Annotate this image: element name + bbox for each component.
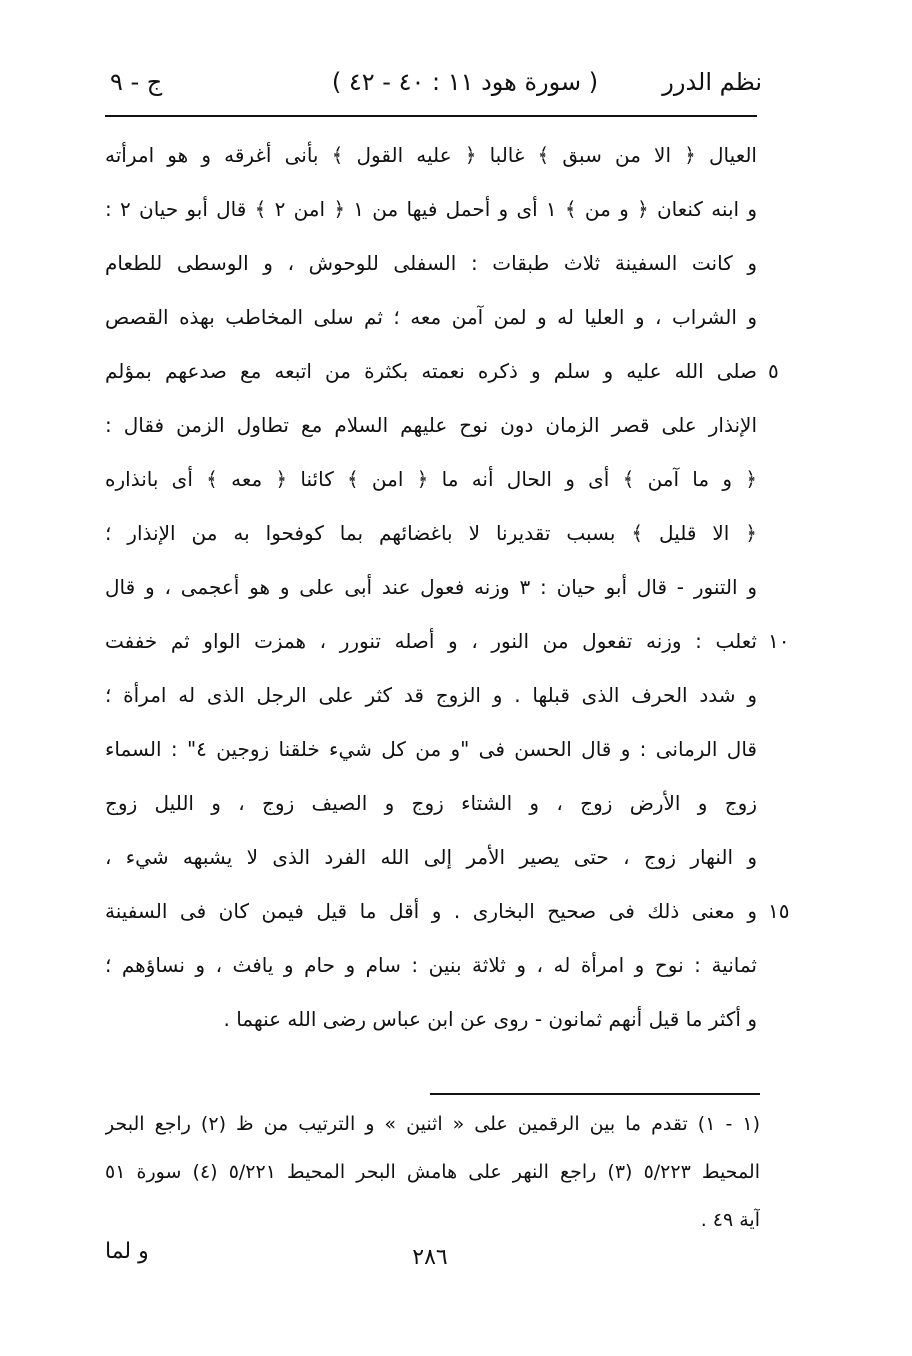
text-line: و شدد الحرف الذى قبلها . و الزوج قد كثر على الرجل الذى له امرأة ؛ bbox=[105, 683, 757, 707]
text-line: و الشراب ، و العليا له و لمن آمن معه ؛ ثم سلى المخاطب بهذه القصص bbox=[105, 305, 757, 329]
footnote-line: (١ - ١) تقدم ما بين الرقمين على « اثنين » و الترتيب من ظ (٢) راجع البحر bbox=[105, 1113, 760, 1135]
text-line: ﴿ الا قليل ﴾ بسبب تقديرنا لا باغضائهم بما كوفحوا به من الإنذار ؛ bbox=[105, 521, 757, 545]
text-line: ﴿ و ما آمن ﴾ أى و الحال أنه ما ﴿ امن ﴾ كائنا ﴿ معه ﴾ أى بانذاره bbox=[105, 467, 757, 491]
text-line: قال الرمانى : و قال الحسن فى "و من كل شيء خلقنا زوجين ٤" : السماء bbox=[105, 737, 757, 761]
catchword: و لما bbox=[105, 1239, 149, 1264]
text-line: زوج و الأرض زوج ، و الشتاء زوج و الصيف زوج ، و الليل زوج bbox=[105, 791, 757, 815]
text-line: و معنى ذلك فى صحيح البخارى . و أقل ما قيل فيمن كان فى السفينة bbox=[105, 899, 757, 923]
text-line: الإنذار على قصر الزمان دون نوح عليهم السلام مع تطاول الزمن فقال : bbox=[105, 413, 757, 437]
header-rule bbox=[105, 115, 757, 117]
main-text bbox=[105, 128, 757, 1046]
volume-label: ج - ٩ bbox=[110, 68, 163, 96]
text-line: و النهار زوج ، حتى يصير الأمر إلى الله الفرد الذى لا يشبهه شيء ، bbox=[105, 845, 757, 869]
running-title: نظم الدرر bbox=[662, 68, 762, 96]
line-number-10: ١٠ bbox=[768, 629, 790, 653]
footnotes bbox=[105, 1100, 760, 1244]
line-number-5: ٥ bbox=[768, 359, 779, 383]
line-number-15: ١٥ bbox=[768, 899, 790, 923]
text-line: ثعلب : وزنه تفعول من النور ، و أصله تنورر ، همزت الواو ثم خففت bbox=[105, 629, 757, 653]
text-line: و أكثر ما قيل أنهم ثمانون - روى عن ابن عباس رضى الله عنهما . bbox=[223, 1007, 757, 1031]
text-line: العيال ﴿ الا من سبق ﴾ غالبا ﴿ عليه القول ﴾ بأنى أغرقه و هو امرأته bbox=[105, 143, 757, 167]
sura-reference: ( سورة هود ١١ : ٤٠ - ٤٢ ) bbox=[331, 68, 599, 96]
footnote-line: المحيط ٥/٢٢٣ (٣) راجع النهر على هامش البحر المحيط ٥/٢٢١ (٤) سورة ٥١ bbox=[105, 1161, 760, 1183]
text-line: و ابنه كنعان ﴿ و من ﴾ ١ أى و أحمل فيها من ١ ﴿ امن ٢ ﴾ قال أبو حيان ٢ : bbox=[105, 197, 757, 221]
footnote-rule bbox=[430, 1093, 760, 1095]
text-line: و التنور - قال أبو حيان : ٣ وزنه فعول عند أبى على و هو أعجمى ، و قال bbox=[105, 575, 757, 599]
text-line: ثمانية : نوح و امرأة له ، و ثلاثة بنين : سام و حام و يافث ، و نساؤهم ؛ bbox=[105, 953, 757, 977]
footnote-line: آية ٤٩ . bbox=[700, 1209, 760, 1231]
text-line: صلى الله عليه و سلم و ذكره نعمته بكثرة من اتبعه مع صدعهم بمؤلم bbox=[105, 359, 757, 383]
page-number: ٢٨٦ bbox=[412, 1245, 448, 1270]
text-line: و كانت السفينة ثلاث طبقات : السفلى للوحوش ، و الوسطى للطعام bbox=[105, 251, 757, 275]
